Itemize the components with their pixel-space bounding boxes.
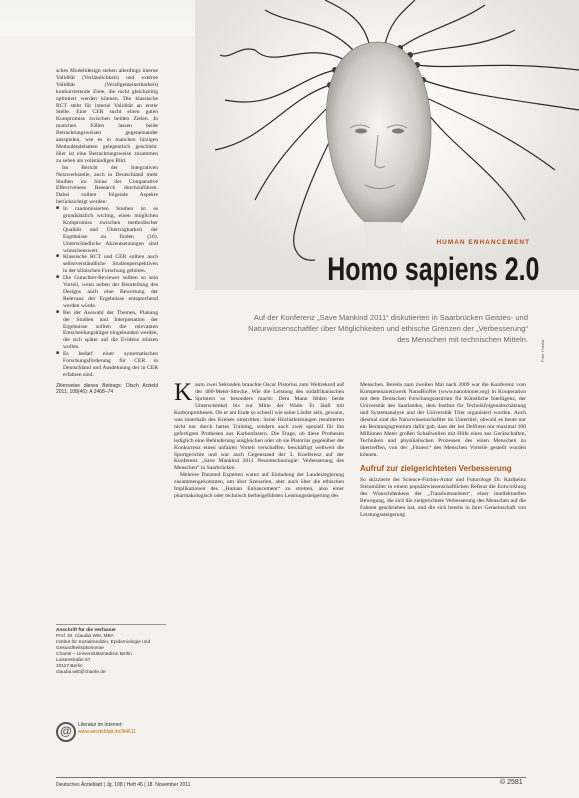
photo-credit: Foto: Fotolia xyxy=(540,339,545,362)
list-item: ■ Bei der Auswahl der Themen, Planung der Studien und Interpretation der Ergebnisse sollten die relevanten Entscheidungsträger eingebunden werden, die sich später auf die Evidenz stützen wollen. xyxy=(56,310,158,351)
article-title: Homo sapiens 2.0 xyxy=(327,251,540,287)
article-column-middle xyxy=(174,379,344,500)
contact-line: Gesundheitsökonomie xyxy=(56,646,104,651)
list-item: ■ Die Gutachter-Reviewer sollten so sein Vorteil, wenn neben der Beurteilung des Designs auch eine Bewertung der Relevanz der Ergebnisse entsprechend werden würde. xyxy=(56,275,158,310)
footer-page-code: © 2581 xyxy=(500,779,523,786)
list-item: ■ In randomisierten Studien ist es grundsätzlich wichtig, einen möglichen Kompromiss zwischen methodischer Qualität und Übertragbarkeit der Ergebnisse zu finden (16). Unterschiedliche Akzentsetzungen sind wünschenswert. xyxy=(56,206,158,254)
online-references xyxy=(56,718,176,750)
footer-divider xyxy=(56,777,526,778)
contact-email: claudia.witt@charite.de xyxy=(56,670,106,675)
contact-label: Anschrift für die Verfasser xyxy=(56,628,116,633)
article-subhead: Aufruf zur zielgerichteten Verbesserung xyxy=(360,464,512,474)
article-paragraph: Mehrere Dutzend Experten waren auf Einladung der Landesregierung zusammengekommen, um über Szenarien, aber auch über die ethischen Implikationen des „Human Enhancement“ zu streiten, also einer pharmakologisch oder technisch herbeigeführten Leistungssteigerung des xyxy=(174,472,344,500)
list-item: ■ Klassische RCT und CER sollten auch selbstverständliche Studienperspektiven in der klinischen Forschung gehören. xyxy=(56,254,158,275)
list-item: ■ Es bedarf einer systematischen Forschungsförderung für CER in Deutschland und Ausdehnung der in CER erfahren sind. xyxy=(56,351,158,379)
literature-link[interactable]: www.aerzteblatt.de/lit4611 xyxy=(78,728,136,735)
article-paragraph: So skizzierte der Science-Fiction-Autor und Futurologe Dr. Karlheinz Steinmüller in einem populärwissenschaftlichen Referat die Entwicklung des Wunschdenkens der „Transhumanisten“, einer intellektuellen Bewegung, die sich die zielgerichtete Verbesserung des Menschen auf die Fahnen geschrieben hat, und die sich bereits in ihrer Gemeinschaft von Leistungssteigerung xyxy=(360,476,526,518)
contact-line: Prof. Dr. Claudia Witt, MBA xyxy=(56,634,114,639)
recommendation-list xyxy=(56,206,158,379)
contact-line: Institut für Sozialmedizin, Epidemiologie und xyxy=(56,640,151,645)
footer-publication-info: Deutsches Ärzteblatt | Jg. 108 | Heft 46 | 18. November 2011 xyxy=(56,782,191,788)
article-kicker: HUMAN ENHANCEMENT xyxy=(436,239,530,246)
contact-line: Luisenstraße 57 xyxy=(56,658,91,663)
left-paragraph-2: Im Bericht der Integrativen Netzwerkstelle, auch in Deutschland mehr Studien im Sinne der Comparative Effectiveness Research durchzuführen. Dabei sollten folgende Aspekte berücksichtigt werden: xyxy=(56,164,158,206)
article-paragraph: aum zwei Sekunden brauchte Oscar Pistorius zum Weltrekord auf der 400-Meter-Strecke. Wie die Leistung des südafrikanischen Sprinters so besonders macht: Dem Mann fehlen beide Unterschenkel bis zur Mitte der Wade. Er läuft mit Karbonprothesen. Ob er am Ende so schnell wie seine Läufer sein, gewann, was innerhalb des Kreises umstritten: Seine Höchstleistungen resultierten nicht nur durch hartes Training, sondern auch zwei speziell für ihn gefertigten Prothesen aus Karbonfasern. Die Frage, ob diese Prothesen lediglich eine Behinderung ausgleichen oder ob sie Pistorius gegenüber der Konkurrenz einen unfairen Vorteil verschaffen, beschäftigt weltweit die Sportgerichte und war auch Gegenstand der 3. Konferenz auf der Konferenz „Save Mankind 2011 Neurotechnologie: Verbesserung des Menschen“ in Saarbrücken. xyxy=(174,382,344,472)
left-paragraph-1: sches Modelldesign stehen allerdings interne Validität (Verlässlichkeit) und externe Validität (Verallgemeinerbarkeit) konkurrierende Ziele, die nicht gleichzeitig optimiert werden können. Die klassische RCT steht für interne Validität an erster Stelle. Eine CER sucht einen guten Kompromiss zwischen beiden Zielen. In manchen Fällen lassen beide Betrachtungsweisen gegeneinander ausspielen, wie es in manchen hitzigen Methodendebatten gelegentlich geschieht. Hier ist eine Betrachtungsweise zusammen zu sehen als vollständiges Bild. xyxy=(56,68,158,164)
article-column-right xyxy=(360,382,526,519)
online-label: Literatur im Internet: xyxy=(78,722,123,728)
at-sign-icon: @ xyxy=(56,722,76,742)
contact-line: Charité – Universitätsmedizin Berlin xyxy=(56,652,132,657)
author-contact-box xyxy=(56,624,166,676)
head-with-cables-image xyxy=(195,0,579,290)
citation-footnote: Zitierweise dieses Beitrags: Dtsch Arztebl 2011; 108(46): A 2468–74 xyxy=(56,382,158,395)
hero-illustration xyxy=(195,0,579,290)
contact-line: 10117 Berlin xyxy=(56,664,83,669)
drop-cap: K xyxy=(174,379,193,406)
article-lead: Auf der Konferenz „Save Mankind 2011“ diskutierten in Saarbrücken Geistes- und Naturwissenschaftler über Möglichkeiten und ethische Grenzen der „Verbesserung“ des Menschen mit technischen Mitteln. xyxy=(248,313,528,344)
article-paragraph: Menschen. Bereits zum zweiten Mal nach 2009 war die Konferenz vom Kompetenznetzwerk NanoBioNet (www.nanobionet.org) in Kooperation mit dem Deutschen Forschungszentrum für Künstliche Intelligenz, der Universität des Saarlandes, dem Institut für Technikfolgenabschätzung und Systemanalyse und der Universität Trier organisiert worden. Auch diesmal sind die Naturwissenschaftler im Untertitel, obwohl es heute nur ein Beratungsgremium dafür gab, dass der bei Delfinen nur maximal 100 Millionen Meter großen Schallwellen mit Hilfe eines aus Gerätschaften, Techniken und physikalischen Prozessen des einen Menschen zu übertreffen, von der „Fitness“ des Menschen Vorteile gestellt worden können. xyxy=(360,382,526,458)
left-text-column xyxy=(56,68,158,395)
